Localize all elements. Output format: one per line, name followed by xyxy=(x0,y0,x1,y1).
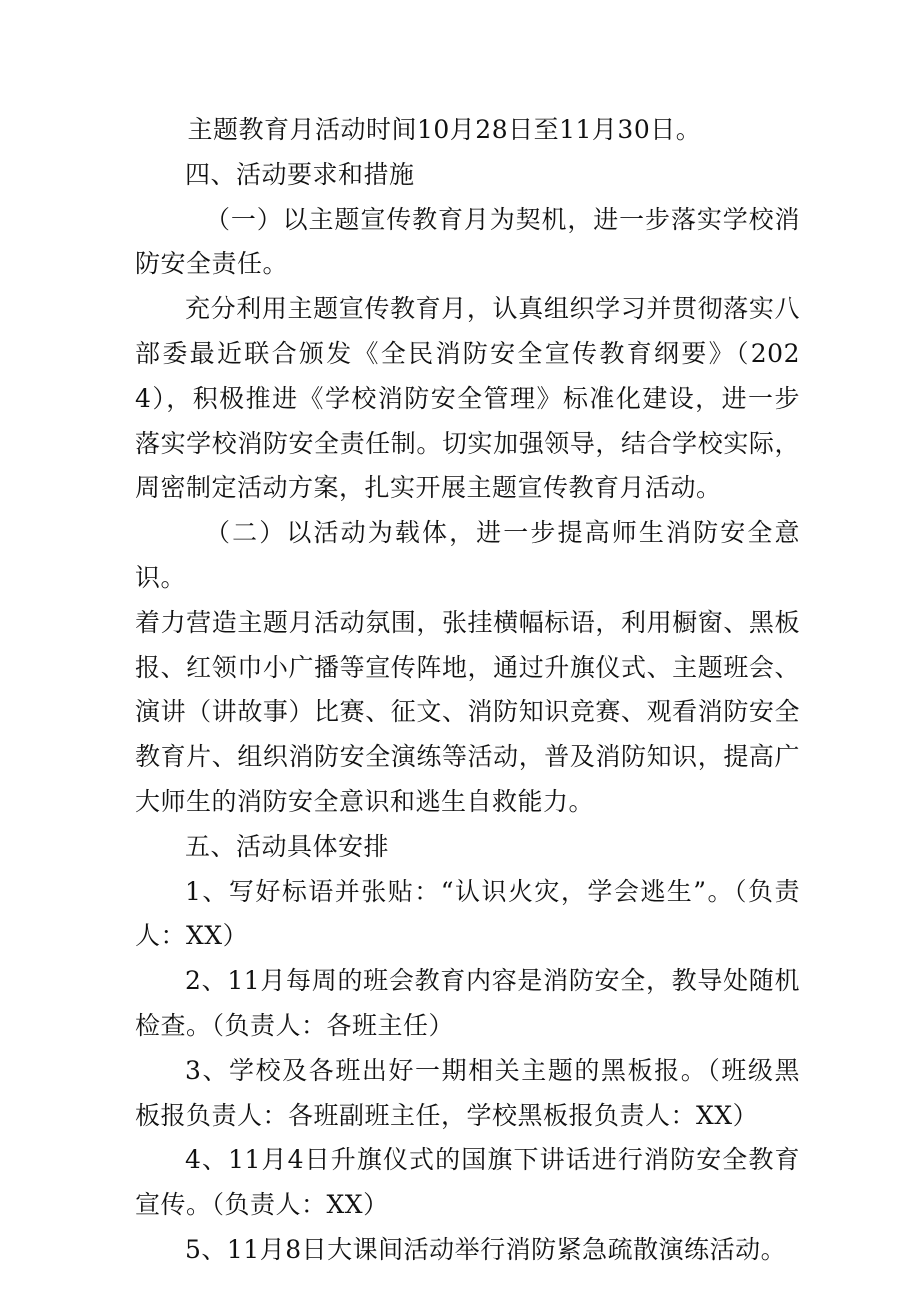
list-item-1: 1、写好标语并张贴：“认识火灾，学会逃生”。（负责人：XX） xyxy=(135,876,800,951)
subheading-responsibility: （一）以主题宣传教育月为契机，进一步落实学校消防安全责任。 xyxy=(135,204,800,279)
document-body xyxy=(135,108,800,1273)
paragraph-activity-time: 主题教育月活动时间10月28日至11月30日。 xyxy=(187,115,702,144)
subheading-awareness: （二）以活动为载体，进一步提高师生消防安全意识。 xyxy=(135,518,800,592)
heading-arrangements: 五、活动具体安排 xyxy=(185,831,390,861)
list-item-5: 5、11月8日大课间活动举行消防紧急疏散演练活动。 xyxy=(185,1234,787,1264)
list-item-2: 2、11月每周的班会教育内容是消防安全，教导处随机检查。（负责人：各班主任） xyxy=(135,966,800,1040)
paragraph-responsibility: 充分利用主题宣传教育月，认真组织学习并贯彻落实八部委最近联合颁发《全民消防安全宣传教育纲要》（2024），积极推进《学校消防安全管理》标准化建设，进一步落实学校消防安全责任制。切实加强领导，结合学校实际，周密制定活动方案，扎实开展主题宣传教育月活动。 xyxy=(135,294,800,503)
list-item-4: 4、11月4日升旗仪式的国旗下讲话进行消防安全教育宣传。（负责人：XX） xyxy=(135,1145,800,1220)
paragraph-awareness: 着力营造主题月活动氛围，张挂横幅标语，利用橱窗、黑板报、红领巾小广播等宣传阵地，通过升旗仪式、主题班会、演讲（讲故事）比赛、征文、消防知识竞赛、观看消防安全教育片、组织消防安全演练等活动，普及消防知识，提高广大师生的消防安全意识和逃生自救能力。 xyxy=(135,607,800,816)
list-item-3: 3、学校及各班出好一期相关主题的黑板报。（班级黑板报负责人：各班副班主任，学校黑板报负责人：XX） xyxy=(135,1055,800,1130)
heading-requirements: 四、活动要求和措施 xyxy=(185,159,415,189)
